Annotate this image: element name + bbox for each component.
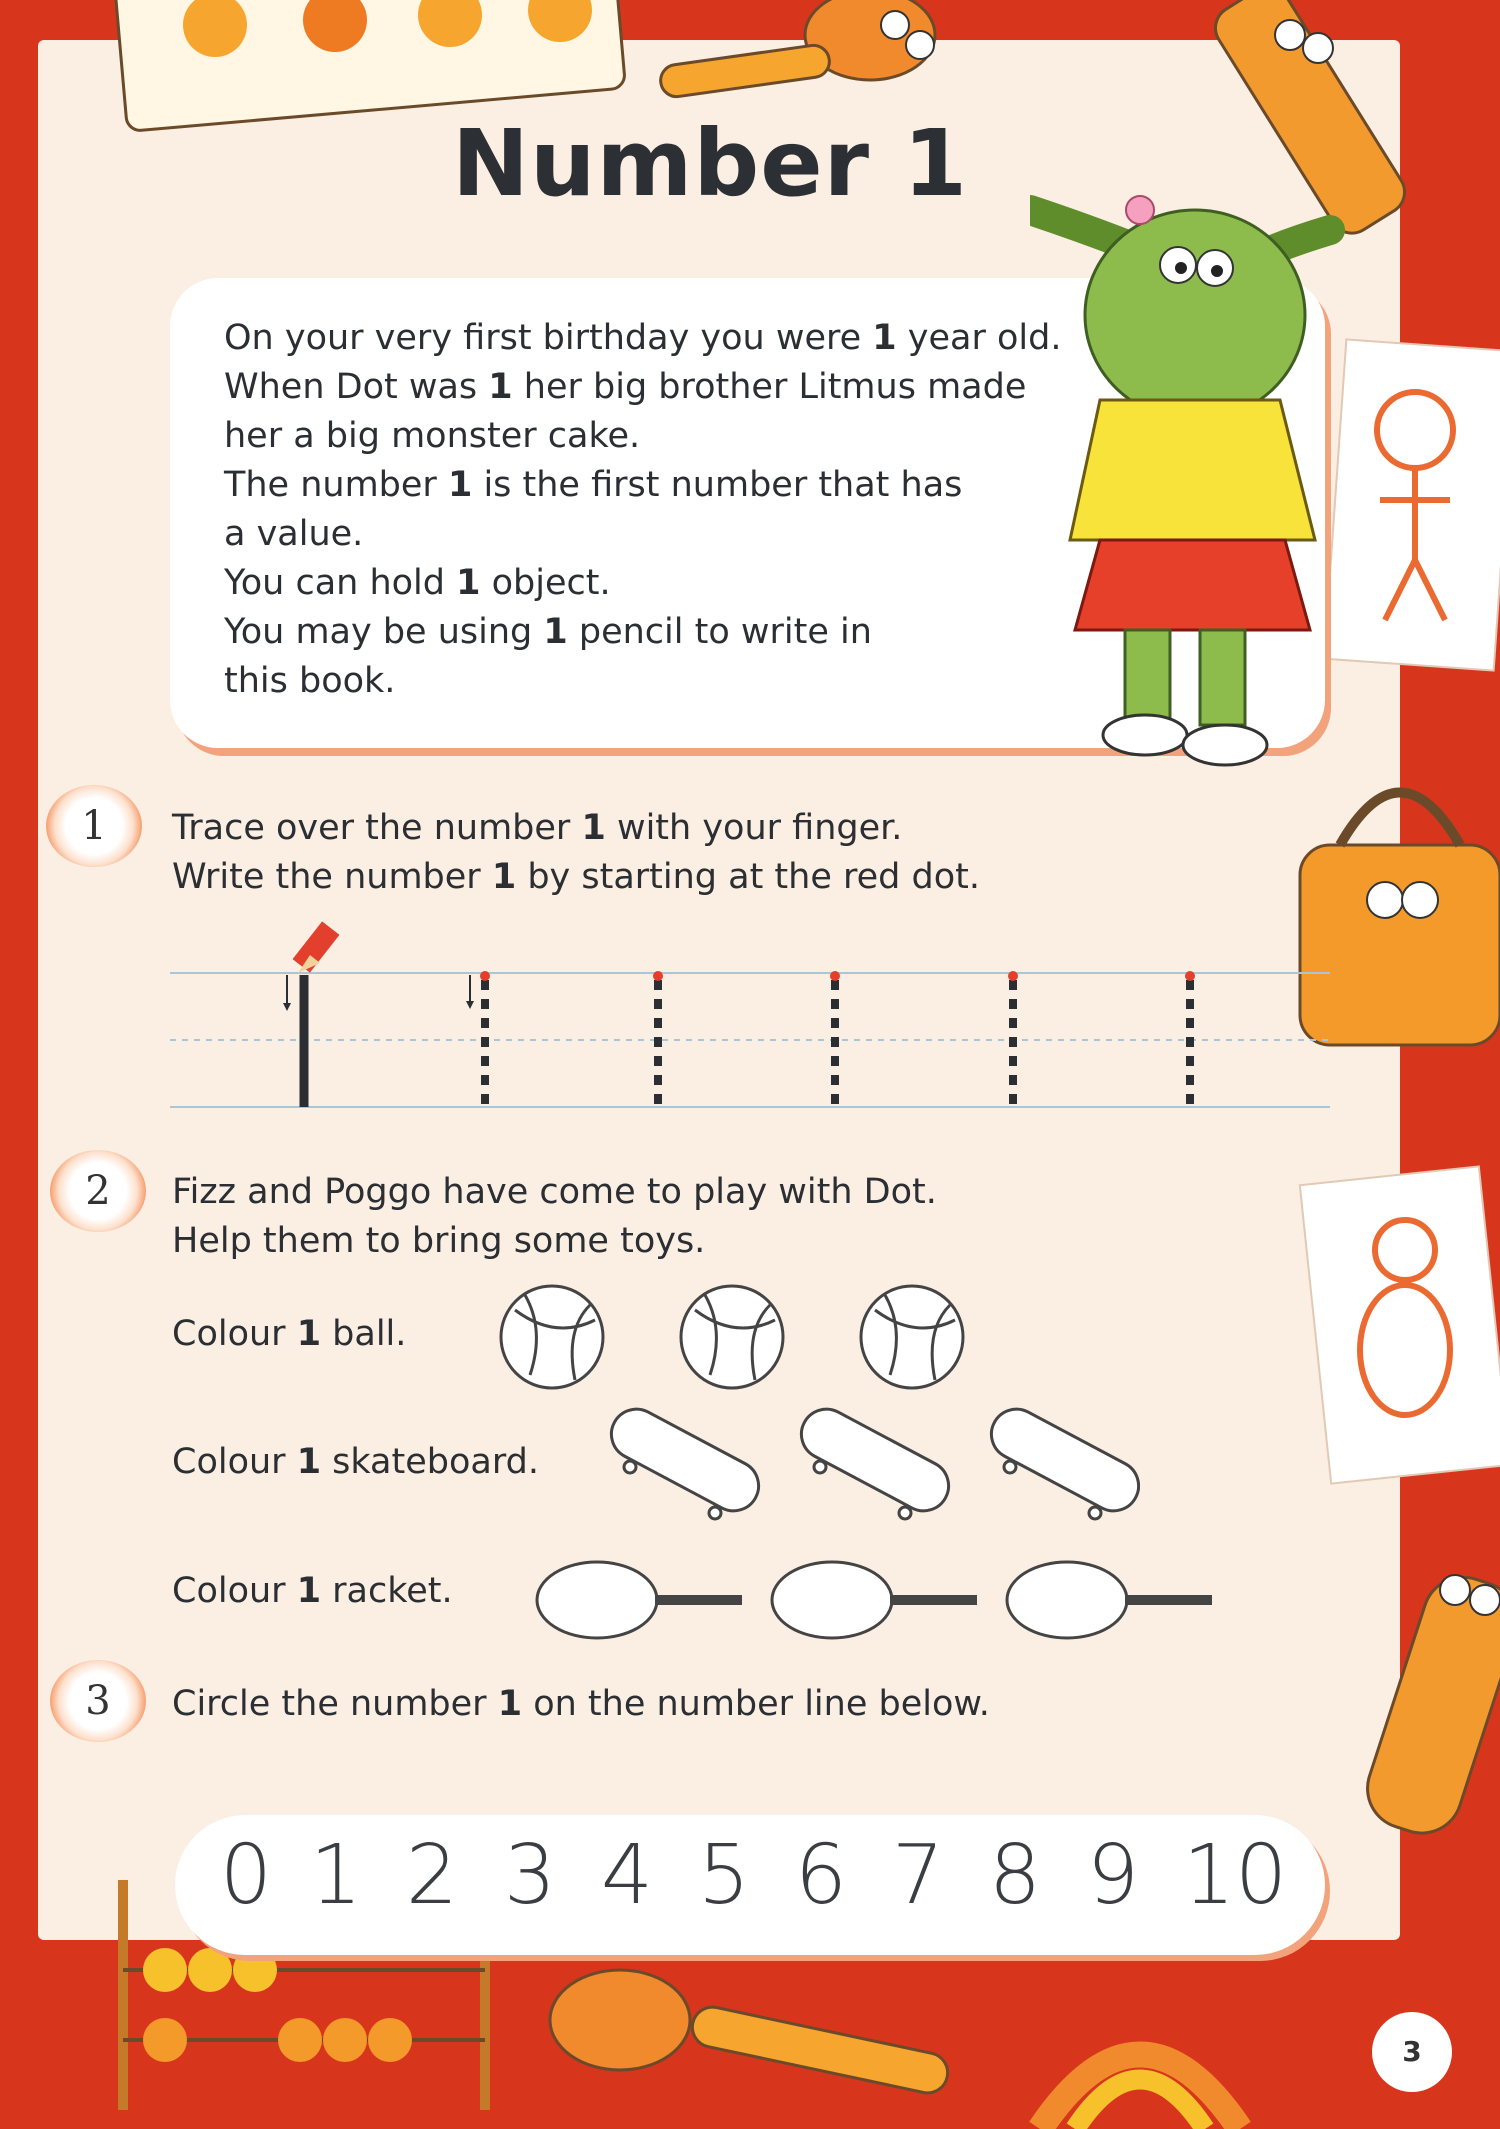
intro-text-part: When Dot was — [224, 367, 489, 407]
number-line-digit[interactable]: 3 — [503, 1828, 557, 1923]
intro-line — [224, 367, 1026, 407]
question-2-line-2: Help them to bring some toys. — [172, 1221, 706, 1261]
number-line-digit[interactable]: 1 — [309, 1828, 363, 1923]
skateboard-icon — [603, 1400, 1140, 1519]
intro-text-part: year old. — [896, 318, 1062, 358]
question-2-line-1: Fizz and Poggo have come to play with Dot. — [172, 1172, 937, 1212]
dot-monster-character — [1030, 190, 1350, 770]
number-line-digit[interactable]: 5 — [697, 1828, 751, 1923]
number-line-digit[interactable]: 2 — [405, 1828, 459, 1923]
intro-line — [224, 514, 363, 554]
number-line-digit[interactable]: 9 — [1086, 1828, 1140, 1923]
pencil-icon — [293, 921, 340, 973]
intro-text-part: a value. — [224, 514, 364, 554]
number-line-digit[interactable]: 7 — [891, 1828, 945, 1923]
question-3-number: 3 — [50, 1660, 146, 1742]
intro-text-part: is the first number that has — [472, 465, 963, 505]
intro-bold-number: 1 — [543, 612, 568, 652]
question-2-number: 2 — [50, 1150, 146, 1232]
rackets-row[interactable] — [535, 1555, 1215, 1645]
dotted-number-1 — [485, 980, 1190, 1107]
skateboards-row[interactable] — [600, 1395, 1140, 1530]
intro-bold-number: 1 — [456, 563, 481, 603]
intro-bold-number: 1 — [872, 318, 897, 358]
question-3-line-1: Circle the number 1 on the number line below. — [172, 1684, 990, 1724]
rainbow-toy-illustration — [1040, 2055, 1240, 2129]
colour-ball-instruction: Colour 1 ball. — [172, 1314, 407, 1354]
monster-drawing-2 — [1300, 1166, 1500, 1483]
page-number: 3 — [1372, 2012, 1452, 2092]
intro-line — [224, 465, 962, 505]
intro-text-part: You may be using — [224, 612, 544, 652]
intro-line — [224, 416, 640, 456]
tracing-lines[interactable] — [170, 915, 1330, 1115]
spoon-illustration — [659, 0, 935, 99]
number-line-digit[interactable]: 0 — [219, 1828, 273, 1923]
racket-icon — [537, 1562, 1212, 1638]
question-1-number: 1 — [46, 785, 142, 867]
colour-racket-instruction: Colour 1 racket. — [172, 1571, 453, 1611]
question-1-line-1: Trace over the number 1 with your finger. — [172, 808, 903, 848]
intro-text-part: her a big monster cake. — [224, 416, 641, 456]
pencil-character-illustration — [1357, 1567, 1500, 1844]
question-1-line-2: Write the number 1 by starting at the red dot. — [172, 857, 980, 897]
monster-drawing-1 — [1324, 339, 1500, 670]
ball-icon — [501, 1286, 963, 1388]
number-line-digit[interactable]: 10 — [1182, 1828, 1288, 1923]
intro-text-part: The number — [224, 465, 448, 505]
number-line-digit[interactable]: 6 — [794, 1828, 848, 1923]
intro-text-part: her big brother Litmus made — [512, 367, 1027, 407]
intro-text-part: On your very first birthday you were — [224, 318, 873, 358]
intro-line — [224, 661, 395, 701]
intro-line — [224, 563, 611, 603]
wooden-spoon-illustration — [550, 1970, 951, 2097]
intro-text-part: this book. — [224, 661, 396, 701]
number-line-digit[interactable]: 8 — [988, 1828, 1042, 1923]
number-line-digit[interactable]: 4 — [600, 1828, 654, 1923]
intro-line — [224, 612, 872, 652]
intro-text-part: object. — [480, 563, 611, 603]
intro-bold-number: 1 — [447, 465, 473, 505]
intro-bold-number: 1 — [488, 367, 513, 407]
colour-skateboard-instruction: Colour 1 skateboard. — [172, 1442, 539, 1482]
page-title: Number 1 — [451, 110, 969, 217]
school-bag-illustration — [1300, 793, 1500, 1046]
intro-text-part: You can hold — [224, 563, 457, 603]
balls-row[interactable] — [495, 1280, 975, 1395]
intro-text-part: pencil to write in — [567, 612, 872, 652]
intro-line — [224, 318, 1061, 358]
